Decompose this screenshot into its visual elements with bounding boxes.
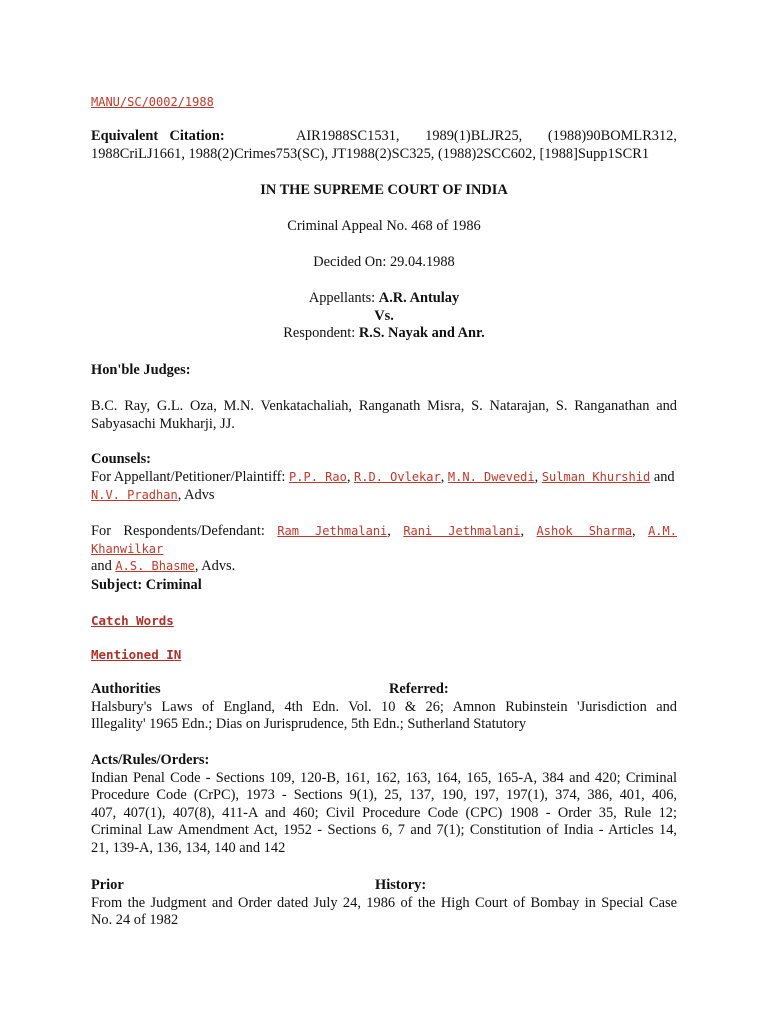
- counsel-link[interactable]: P.P. Rao: [289, 470, 347, 484]
- advs-suffix: , Advs: [177, 486, 215, 503]
- court-name: IN THE SUPREME COURT OF INDIA: [260, 182, 508, 198]
- counsel-link[interactable]: N.V. Pradhan: [91, 487, 178, 502]
- advs-suffix: , Advs.: [194, 558, 236, 574]
- decided-date: Decided On: 29.04.1988: [313, 254, 455, 270]
- and-word: and: [91, 558, 112, 574]
- prior-label: Prior: [91, 877, 124, 893]
- appellant-counsel-prefix: For Appellant/Petitioner/Plaintiff:: [91, 469, 286, 485]
- history-line-2: No. 24 of 1982: [91, 912, 179, 928]
- history-label: History:: [375, 877, 427, 893]
- respondent-counsels: For Respondents/Defendant: Ram Jethmalani, Rani Jethmalani, Ashok Sharma, A.M. Khanwilkar and A.S. Bhasme, Advs.: [91, 523, 677, 574]
- subject: Subject: Criminal: [91, 577, 202, 593]
- judges-line-1: B.C. Ray, G.L. Oza, M.N. Venkatachaliah, Ranganath Misra, S. Natarajan, S. Ranganathan and: [91, 398, 677, 414]
- catch-words-link[interactable]: Catch Words: [91, 613, 174, 628]
- appeal-number: Criminal Appeal No. 468 of 1986: [287, 218, 481, 234]
- parties: [91, 290, 677, 343]
- respondent-counsel-prefix: For Respondents/Defendant:: [91, 523, 265, 539]
- counsel-link[interactable]: R.D. Ovlekar: [354, 470, 441, 484]
- catch-words-row: [91, 612, 677, 631]
- mentioned-in-link[interactable]: Mentioned IN: [91, 647, 182, 662]
- prior-history: [91, 877, 677, 930]
- equivalent-label: Equivalent: [91, 128, 159, 144]
- judges-line-2: Sabyasachi Mukharji, JJ.: [91, 415, 235, 432]
- counsel-link[interactable]: A.M. Khanwilkar: [91, 524, 677, 556]
- authorities-label: Authorities: [91, 681, 161, 697]
- acts-heading: Acts/Rules/Orders:: [91, 752, 210, 768]
- history-line-1: From the Judgment and Order dated July 24, 1986 of the High Court of Bombay in Special Case: [91, 894, 677, 911]
- acts-line-5: 21, 139-A, 136, 134, 140 and 142: [91, 839, 286, 856]
- counsel-link[interactable]: Sulman Khurshid: [541, 470, 651, 484]
- counsel-link[interactable]: A.S. Bhasme: [115, 559, 195, 573]
- acts-rules-orders: [91, 752, 677, 857]
- acts-line-2: Procedure Code (CrPC), 1973 - Sections 9(1), 25, 137, 190, 197, 197(1), 374, 386, 401, 406,: [91, 787, 677, 803]
- respondent-label: Respondent:: [283, 325, 356, 341]
- counsel-link[interactable]: M.N. Dwevedi: [447, 470, 535, 484]
- acts-line-1: Indian Penal Code - Sections 109, 120-B, 161, 162, 163, 164, 165, 165-A, 384 and 420; Criminal: [91, 769, 677, 786]
- counsel-link[interactable]: Ashok Sharma: [536, 524, 633, 538]
- judges-heading: Hon'ble Judges:: [91, 362, 191, 378]
- acts-line-3: 407, 407(1), 407(8), 411-A and 460; Civil Procedure Code (CPC) 1908 - Order 35, Rule 12;: [91, 804, 677, 821]
- respondent-name: R.S. Nayak and Anr.: [358, 325, 485, 341]
- counsels-heading: Counsels:: [91, 451, 151, 467]
- authorities-line-2: Illegality' 1965 Edn.; Dias on Jurisprudence, 5th Edn.; Sutherland Statutory: [91, 716, 527, 732]
- counsel-link[interactable]: Ram Jethmalani: [277, 524, 388, 538]
- citation-line-2: 1988CriLJ1661, 1988(2)Crimes753(SC), JT1988(2)SC325, (1988)2SCC602, [1988]Supp1SCR1: [91, 145, 650, 162]
- referred-label: Referred:: [389, 681, 449, 697]
- appellants-label: Appellants:: [308, 290, 376, 306]
- manu-reference-row: [91, 94, 677, 112]
- manu-reference-link[interactable]: MANU/SC/0002/1988: [91, 95, 214, 109]
- authorities-referred: [91, 681, 677, 734]
- equivalent-citation: [91, 128, 677, 163]
- citation-label: Citation:: [169, 128, 225, 144]
- judges-list: [91, 398, 677, 433]
- acts-line-4: Criminal Law Amendment Act, 1952 - Sections 6, 7 and 7(1); Constitution of India - Articles 14,: [91, 822, 677, 838]
- citation-line-1: AIR1988SC1531, 1989(1)BLJR25, (1988)90BOMLR312,: [295, 128, 677, 144]
- appellant-counsels: For Appellant/Petitioner/Plaintiff: P.P. Rao, R.D. Ovlekar, M.N. Dwevedi, Sulman Khurshid and N.V. Pradhan, Advs: [91, 469, 675, 503]
- counsel-link[interactable]: Rani Jethmalani: [403, 524, 521, 538]
- versus: Vs.: [374, 307, 394, 324]
- mentioned-in-row: [91, 646, 677, 665]
- and-word: and: [653, 469, 675, 485]
- appellants-name: A.R. Antulay: [378, 290, 460, 306]
- authorities-line-1: Halsbury's Laws of England, 4th Edn. Vol. 10 & 26; Amnon Rubinstein 'Jurisdiction and: [91, 698, 677, 715]
